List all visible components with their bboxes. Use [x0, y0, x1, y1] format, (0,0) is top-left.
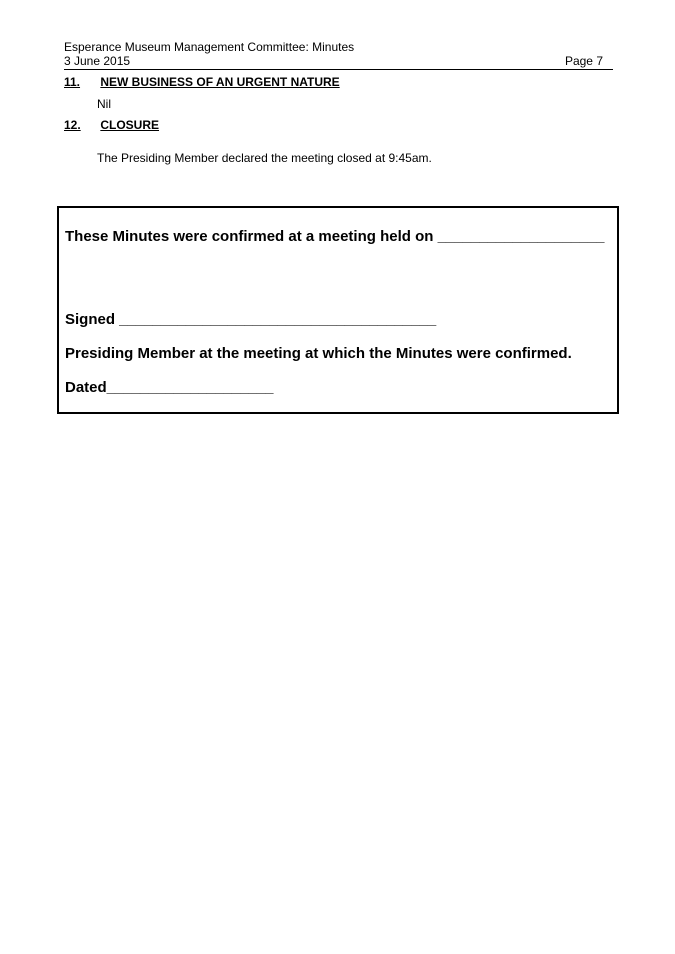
page-number: Page 7 [564, 54, 603, 68]
confirmation-box [57, 206, 619, 414]
section-11-body: Nil [97, 97, 111, 111]
section-11-heading [64, 75, 340, 89]
confirmed-at-meeting-line: These Minutes were confirmed at a meeting held on ____________________ [65, 228, 605, 245]
presiding-member-line: Presiding Member at the meeting at which the Minutes were confirmed. [65, 345, 572, 362]
meeting-date: 3 June 2015 [64, 54, 131, 68]
section-title: NEW BUSINESS OF AN URGENT NATURE [100, 75, 340, 89]
dated-line: Dated____________________ [65, 379, 274, 396]
section-12-heading [64, 118, 159, 132]
signed-line: Signed ______________________________________ [65, 311, 437, 328]
section-number: 12. [64, 118, 81, 132]
committee-title: Esperance Museum Management Committee: Minutes [64, 40, 355, 54]
section-12-body: The Presiding Member declared the meeting closed at 9:45am. [97, 151, 432, 165]
header-rule-line [64, 54, 613, 70]
section-title: CLOSURE [100, 118, 160, 132]
page-header [64, 40, 613, 70]
section-number: 11. [64, 75, 81, 89]
